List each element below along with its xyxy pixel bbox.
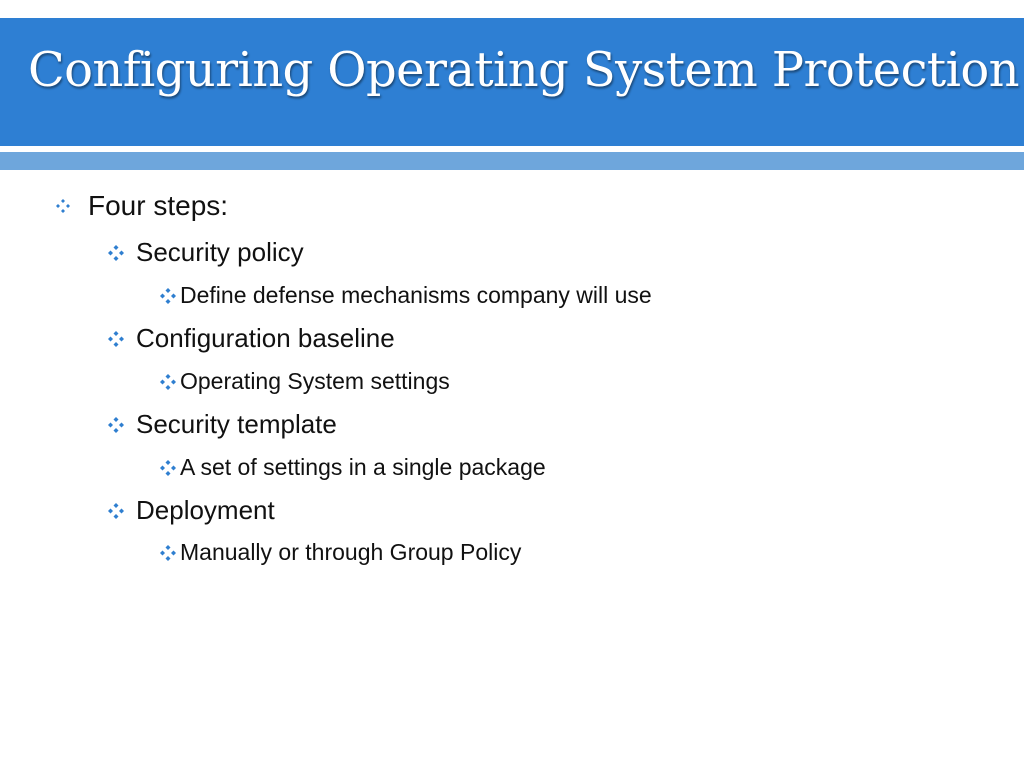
- bullet-text: Define defense mechanisms company will use: [180, 282, 652, 308]
- four-diamond-bullet-icon: [56, 199, 70, 213]
- bullet-text: Four steps:: [88, 190, 229, 221]
- four-diamond-bullet-icon: [108, 245, 124, 261]
- bullet-level3: [160, 368, 450, 395]
- bullet-level2: [108, 237, 304, 268]
- four-diamond-bullet-icon: [160, 545, 176, 561]
- bullet-text: Security template: [136, 409, 337, 439]
- four-diamond-bullet-icon: [108, 503, 124, 519]
- bullet-text: Configuration baseline: [136, 323, 395, 353]
- bullet-level3: [160, 282, 652, 309]
- bullet-text: Deployment: [136, 495, 275, 525]
- bullet-level1: [56, 190, 228, 222]
- bullet-text: Security policy: [136, 237, 304, 267]
- bullet-level2: [108, 495, 275, 526]
- bullet-text: Manually or through Group Policy: [180, 539, 522, 565]
- bullet-level2: [108, 323, 395, 354]
- four-diamond-bullet-icon: [160, 374, 176, 390]
- bullet-text: A set of settings in a single package: [180, 454, 546, 480]
- bullet-text: Operating System settings: [180, 368, 450, 394]
- slide-title: Configuring Operating System Protection: [28, 42, 1019, 98]
- bullet-level3: [160, 454, 546, 481]
- four-diamond-bullet-icon: [108, 417, 124, 433]
- bullet-level2: [108, 409, 337, 440]
- four-diamond-bullet-icon: [160, 460, 176, 476]
- four-diamond-bullet-icon: [160, 288, 176, 304]
- bullet-level3: [160, 539, 521, 566]
- four-diamond-bullet-icon: [108, 331, 124, 347]
